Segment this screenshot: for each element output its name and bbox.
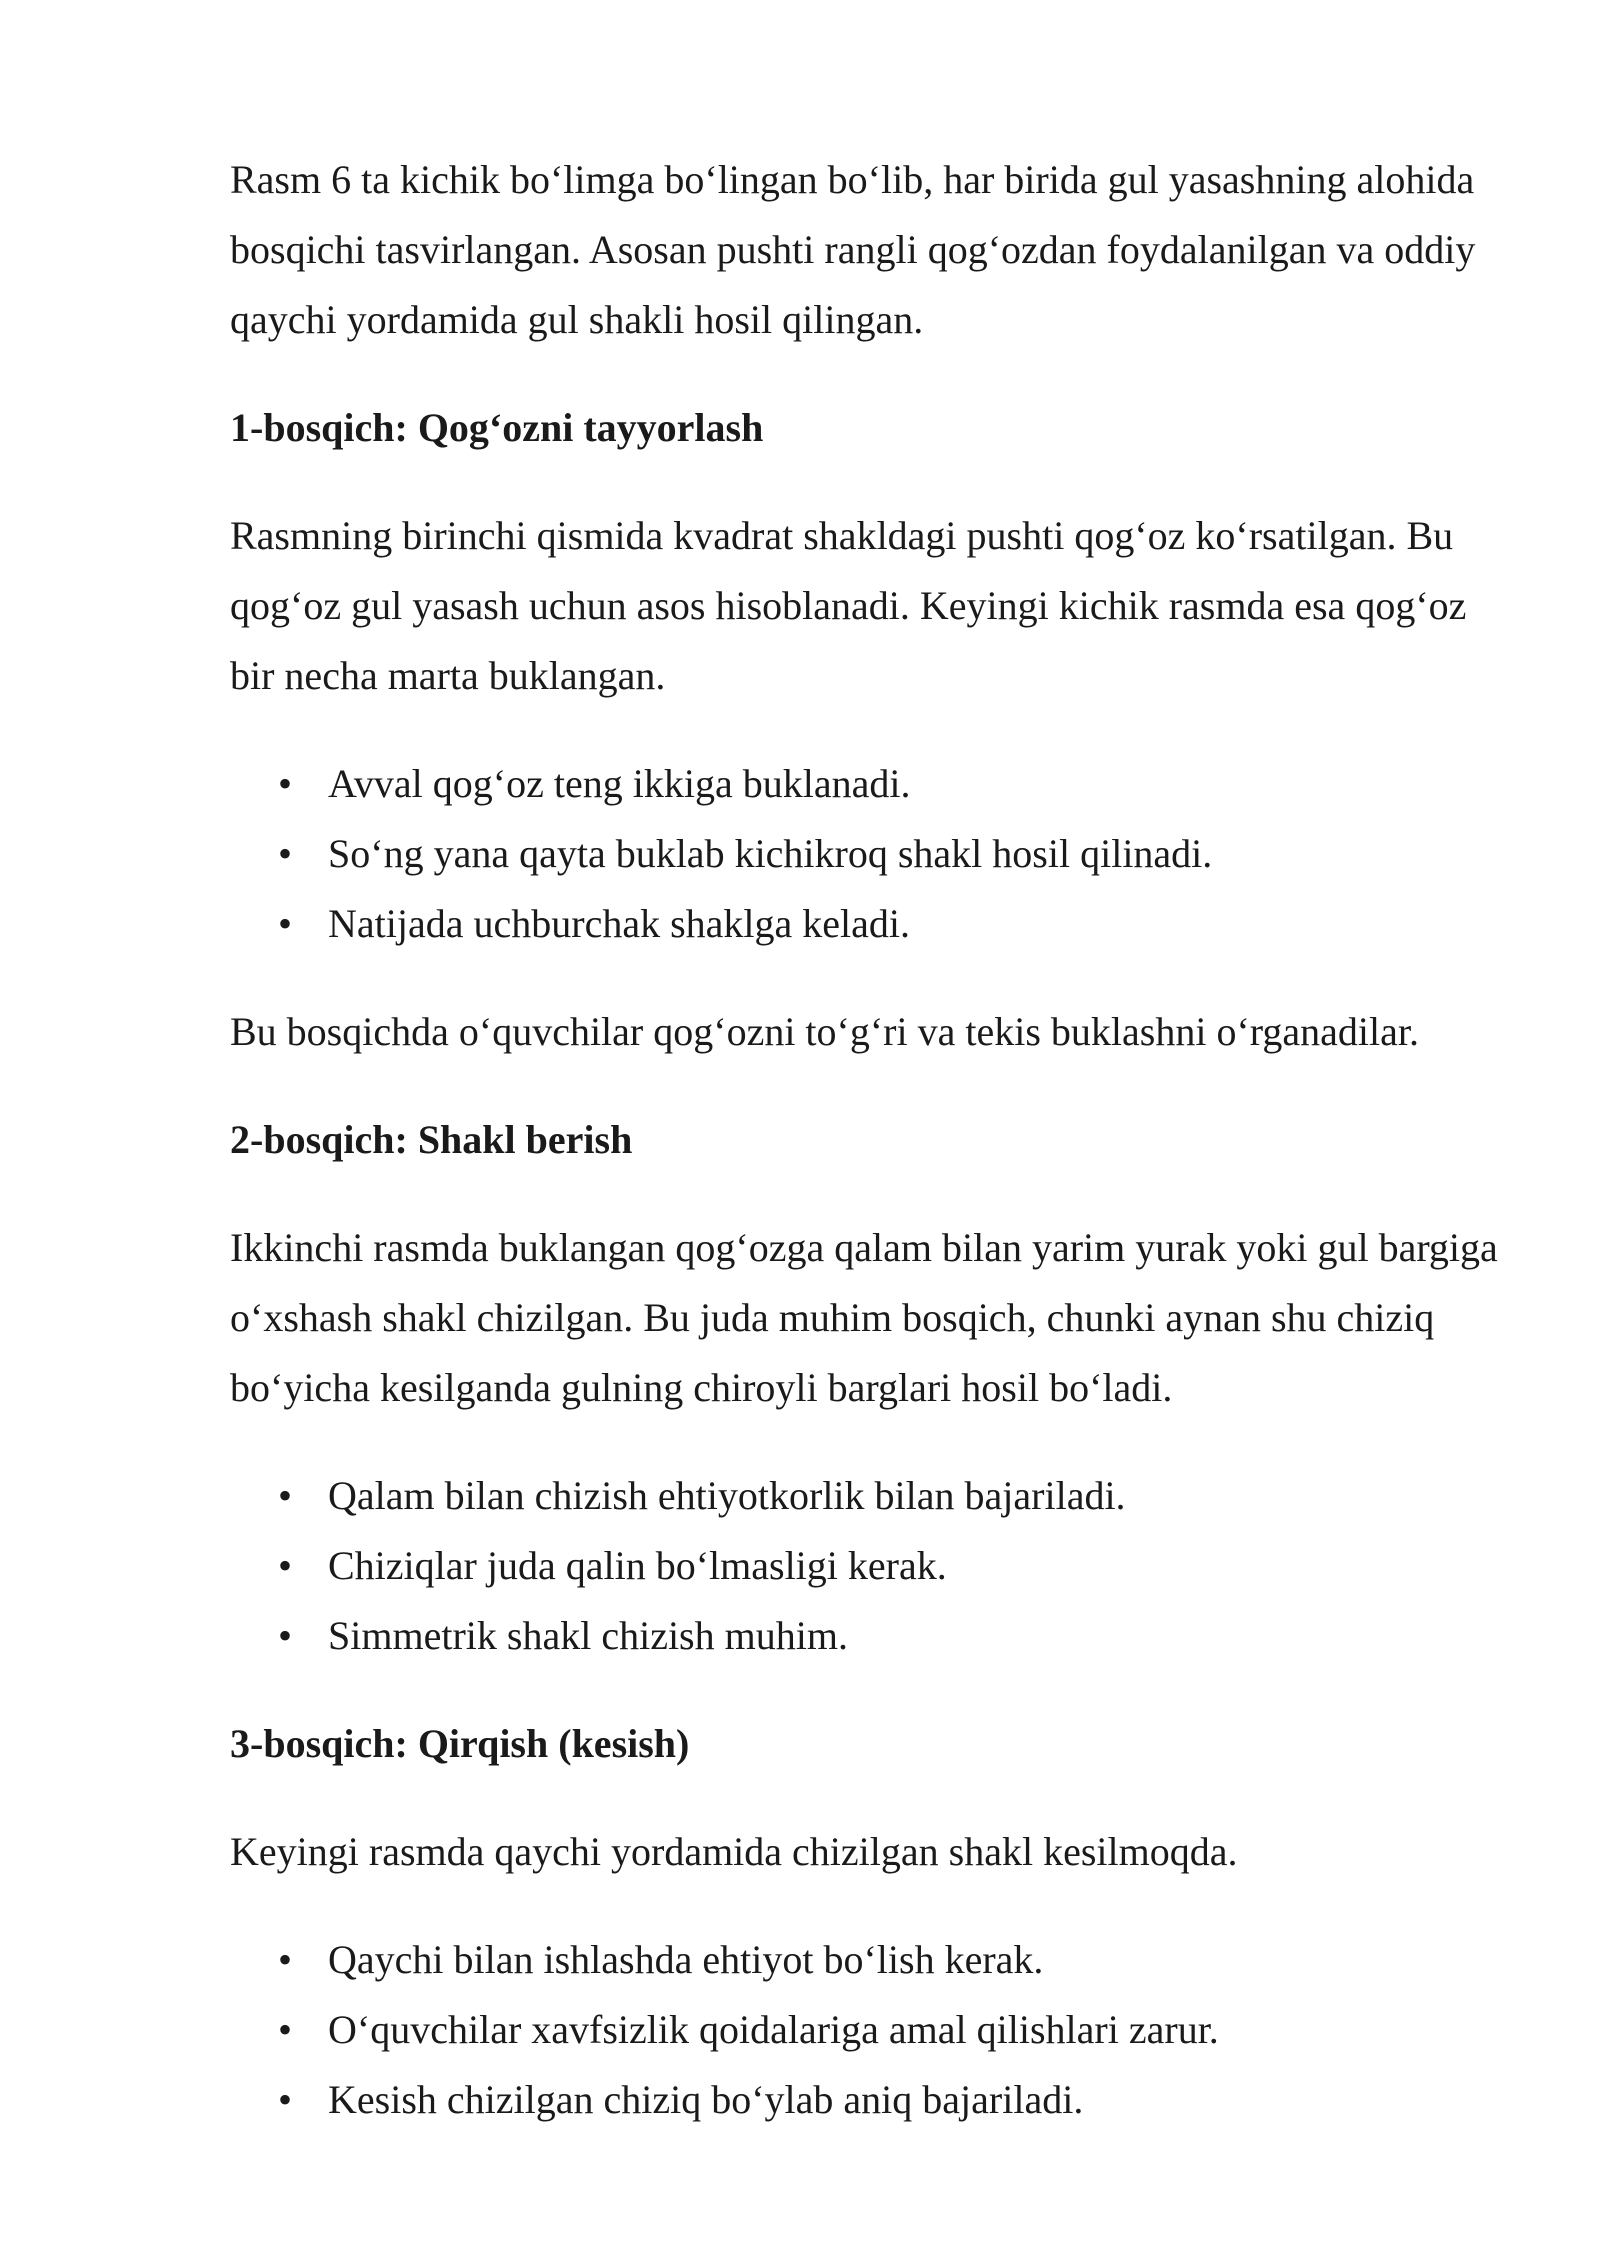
bullet-icon: • [278, 2007, 293, 2052]
bullet-icon: • [278, 1613, 293, 1658]
section-1-bullet-list [230, 749, 1510, 959]
bullet-icon: • [278, 831, 293, 876]
list-item-text: Avval qog‘oz teng ikkiga buklanadi. [328, 761, 911, 806]
section-1-closing: Bu bosqichda o‘quvchilar qog‘ozni to‘g‘ri va tekis buklashni o‘rganadilar. [230, 1009, 1419, 1054]
document-page [230, 145, 1510, 2173]
list-item [230, 1531, 1510, 1601]
section-2-bullet-list [230, 1461, 1510, 1671]
bullet-icon: • [278, 2077, 293, 2122]
bullet-icon: • [278, 901, 293, 946]
list-item-text: So‘ng yana qayta buklab kichikroq shakl hosil qilinadi. [328, 831, 1213, 876]
list-item [230, 2065, 1510, 2135]
list-item-text: Kesish chizilgan chiziq bo‘ylab aniq bajariladi. [328, 2077, 1084, 2122]
bullet-icon: • [278, 1473, 293, 1518]
intro-paragraph: Rasm 6 ta kichik bo‘limga bo‘lingan bo‘lib, har birida gul yasashning alohida bosqichi tasvirlangan. Asosan pushti rangli qog‘ozdan foydalanilgan va oddiy qaychi yordamida gul shakli hosil qilingan. [230, 157, 1476, 342]
list-item [230, 1461, 1510, 1531]
bullet-icon: • [278, 761, 293, 806]
section-3-paragraph: Keyingi rasmda qaychi yordamida chizilgan shakl kesilmoqda. [230, 1829, 1238, 1874]
section-1-paragraph: Rasmning birinchi qismida kvadrat shakldagi pushti qog‘oz ko‘rsatilgan. Bu qog‘oz gul yasash uchun asos hisoblanadi. Keyingi kichik rasmda esa qog‘oz bir necha marta buklangan. [230, 513, 1467, 698]
section-3-heading: 3-bosqich: Qirqish (kesish) [230, 1721, 690, 1766]
section-3-bullet-list [230, 1925, 1510, 2135]
list-item-text: Qalam bilan chizish ehtiyotkorlik bilan bajariladi. [328, 1473, 1126, 1518]
list-item [230, 819, 1510, 889]
list-item-text: Chiziqlar juda qalin bo‘lmasligi kerak. [328, 1543, 947, 1588]
list-item-text: O‘quvchilar xavfsizlik qoidalariga amal qilishlari zarur. [328, 2007, 1219, 2052]
bullet-icon: • [278, 1937, 293, 1982]
list-item [230, 749, 1510, 819]
section-2-paragraph: Ikkinchi rasmda buklangan qog‘ozga qalam bilan yarim yurak yoki gul bargiga o‘xshash shakl chizilgan. Bu juda muhim bosqich, chunki aynan shu chiziq bo‘yicha kesilganda gulning chiroyli barglari hosil bo‘ladi. [230, 1225, 1498, 1410]
list-item [230, 1995, 1510, 2065]
list-item-text: Natijada uchburchak shaklga keladi. [328, 901, 910, 946]
list-item [230, 1601, 1510, 1671]
section-2-heading: 2-bosqich: Shakl berish [230, 1117, 633, 1162]
list-item-text: Simmetrik shakl chizish muhim. [328, 1613, 848, 1658]
list-item [230, 1925, 1510, 1995]
list-item-text: Qaychi bilan ishlashda ehtiyot bo‘lish kerak. [328, 1937, 1044, 1982]
section-1-heading: 1-bosqich: Qog‘ozni tayyorlash [230, 405, 764, 450]
list-item [230, 889, 1510, 959]
bullet-icon: • [278, 1543, 293, 1588]
